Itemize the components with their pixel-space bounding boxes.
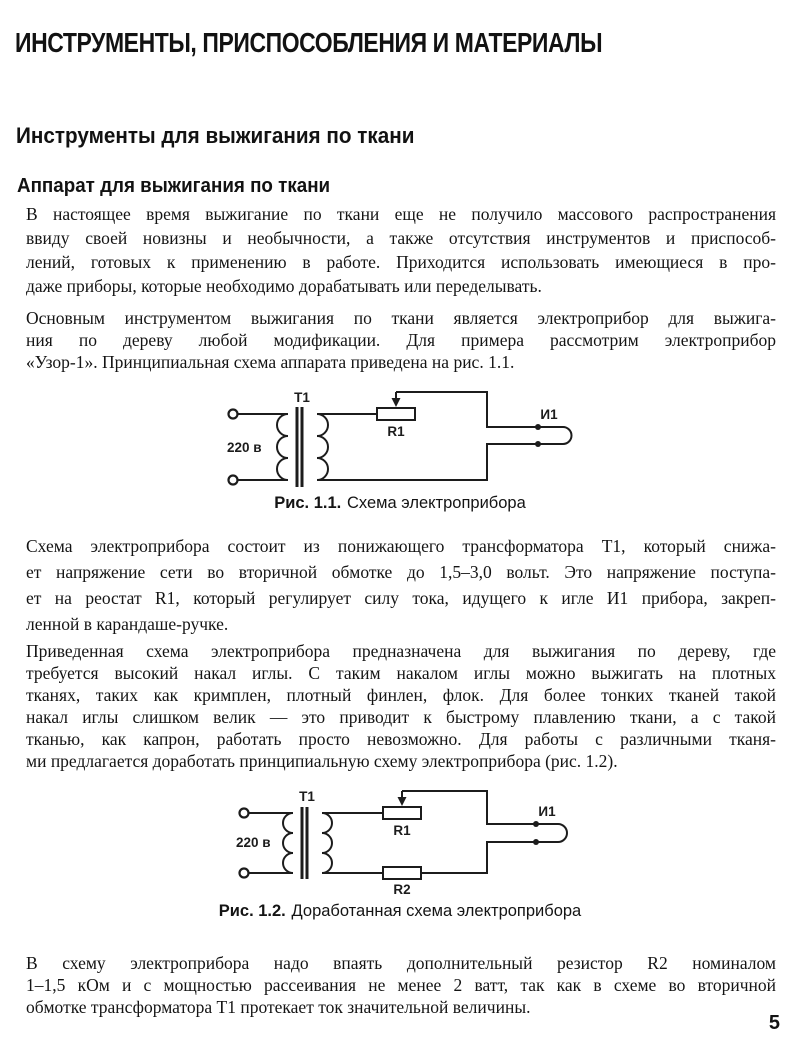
figure-2-caption bbox=[0, 902, 800, 921]
text-line: 1–1,5 кОм и с мощностью рассеивания не менее 2 ватт, так как в схеме во вторичной bbox=[26, 975, 776, 995]
text-line: Основным инструментом выжигания по ткани является электроприбор для выжига- bbox=[26, 308, 776, 328]
text-line: требуется высокий накал иглы. С таким накалом иглы можно выжигать на плотных bbox=[26, 663, 776, 683]
voltage-label: 220 в bbox=[227, 440, 262, 455]
connection-dot bbox=[535, 424, 541, 430]
rheostat-body bbox=[383, 807, 421, 819]
rheostat-symbol bbox=[377, 392, 415, 420]
subsection-title: Аппарат для выжигания по ткани bbox=[17, 175, 331, 197]
connection-dot bbox=[533, 839, 539, 845]
text-line: ленной в карандаше-ручке. bbox=[26, 614, 229, 634]
circuit-diagram-1 bbox=[205, 384, 585, 496]
connection-dot bbox=[533, 821, 539, 827]
transformer-label: Т1 bbox=[294, 390, 310, 405]
core-bar bbox=[296, 407, 299, 487]
figure-2 bbox=[205, 781, 585, 903]
figure-1-caption bbox=[0, 494, 800, 513]
paragraph-5 bbox=[26, 952, 776, 1018]
core-bar bbox=[301, 807, 304, 879]
core-bar bbox=[301, 407, 304, 487]
text-line: даже приборы, которые необходимо дорабатывать или переделывать. bbox=[26, 276, 542, 296]
needle-loop-wire bbox=[317, 392, 572, 480]
text-line: лений, готовых к применению в работе. Приходится использовать имеющиеся в про- bbox=[26, 252, 776, 272]
secondary-winding bbox=[322, 813, 332, 873]
figure-1 bbox=[205, 384, 585, 496]
text-line: Схема электроприбора состоит из понижающего трансформатора Т1, который снижа- bbox=[26, 536, 776, 556]
rheostat-label: R1 bbox=[393, 823, 411, 838]
transformer-label: Т1 bbox=[299, 789, 315, 804]
wiper-arrow-icon bbox=[392, 398, 401, 407]
caption-text: Схема электроприбора bbox=[347, 494, 526, 512]
wiper-arrow-icon bbox=[398, 797, 407, 806]
text-line: ввиду своей новизны и необычности, а также отсутствия инструментов и приспособ- bbox=[26, 228, 776, 248]
core-bar bbox=[306, 807, 309, 879]
circuit-diagram-2 bbox=[205, 781, 585, 903]
paragraph-3 bbox=[26, 533, 776, 637]
text-line: ет на реостат R1, который регулирует силу тока, идущего к игле И1 прибора, закреп- bbox=[26, 588, 776, 608]
text-line: обмотке трансформатора Т1 протекает ток значительной величины. bbox=[26, 997, 531, 1017]
text-line: «Узор-1». Принципиальная схема аппарата приведена на рис. 1.1. bbox=[26, 352, 515, 372]
section-title: Инструменты для выжигания по ткани bbox=[16, 123, 415, 148]
text-line: В настоящее время выжигание по ткани еще не получило массового распространения bbox=[26, 204, 776, 224]
terminal-icon bbox=[240, 869, 249, 878]
connection-dot bbox=[535, 441, 541, 447]
resistor-body bbox=[383, 867, 421, 879]
voltage-label: 220 в bbox=[236, 835, 271, 850]
rheostat-body bbox=[377, 408, 415, 420]
caption-number: Рис. 1.1. bbox=[274, 494, 342, 512]
terminal-icon bbox=[240, 809, 249, 818]
text-line: ния по дереву любой модификации. Для примера рассмотрим электроприбор bbox=[26, 330, 776, 350]
chapter-title: ИНСТРУМЕНТЫ, ПРИСПОСОБЛЕНИЯ И МАТЕРИАЛЫ bbox=[15, 27, 603, 58]
text-line: ми предлагается доработать принципиальную схему электроприбора (рис. 1.2). bbox=[26, 751, 618, 771]
resistor-label: R2 bbox=[393, 882, 411, 897]
text-line: накал иглы слишком велик — это приводит к быстрому плавлению ткани, а с такой bbox=[26, 707, 776, 727]
primary-winding bbox=[277, 414, 288, 480]
rheostat-label: R1 bbox=[387, 424, 405, 439]
terminal-icon bbox=[229, 410, 238, 419]
text-line: тканях, таких как кримплен, плотный финлен, флок. Для более тонких тканей такой bbox=[26, 685, 776, 705]
page-number: 5 bbox=[768, 1012, 780, 1034]
paragraph-1 bbox=[26, 202, 776, 298]
primary-winding bbox=[283, 813, 293, 873]
caption-text: Доработанная схема электроприбора bbox=[291, 902, 582, 920]
paragraph-4 bbox=[26, 640, 776, 772]
text-line: тканью, как капрон, работать просто невозможно. Для работы с различными тканя- bbox=[26, 729, 776, 749]
needle-label: И1 bbox=[540, 407, 558, 422]
needle-label: И1 bbox=[538, 804, 556, 819]
text-line: В схему электроприбора надо впаять дополнительный резистор R2 номиналом bbox=[26, 953, 776, 973]
terminal-icon bbox=[229, 476, 238, 485]
rheostat-symbol bbox=[383, 791, 421, 819]
transformer-symbol bbox=[277, 407, 328, 487]
secondary-winding bbox=[317, 414, 328, 480]
text-line: ет напряжение сети во вторичной обмотке до 1,5–3,0 вольт. Это напряжение поступа- bbox=[26, 562, 776, 582]
text-line: Приведенная схема электроприбора предназначена для выжигания по дереву, где bbox=[26, 641, 776, 661]
transformer-symbol bbox=[283, 807, 332, 879]
caption-number: Рис. 1.2. bbox=[218, 902, 286, 920]
paragraph-2 bbox=[26, 307, 776, 373]
